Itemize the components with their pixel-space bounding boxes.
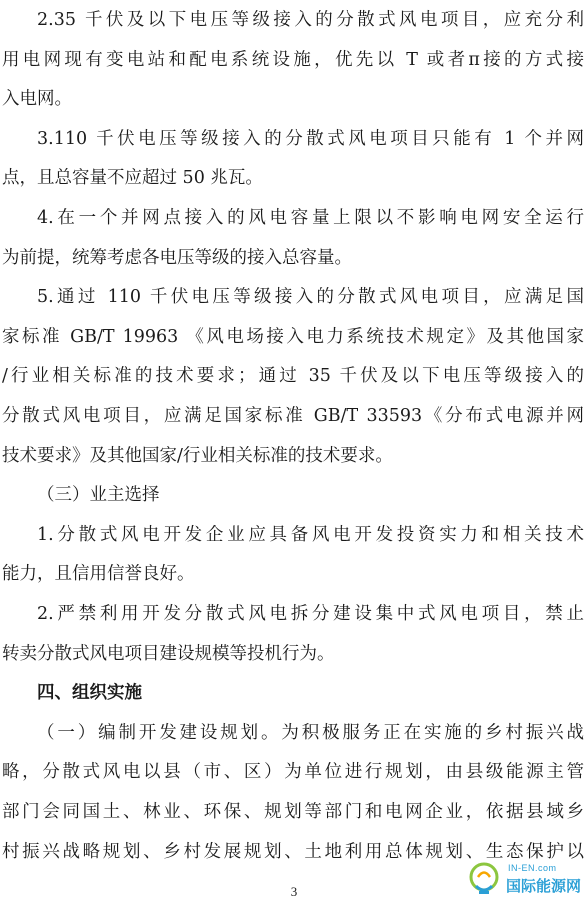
text-line: 3.110 千伏电压等级接入的分散式风电项目只能有 1 个并网 [37, 128, 584, 149]
section-heading: 四、组织实施 [37, 683, 142, 704]
text-line: 2.35 千伏及以下电压等级接入的分散式风电项目，应充分利 [37, 10, 584, 30]
text-line: 用电网现有变电站和配电系统设施，优先以 T 或者π接的方式接 [2, 49, 584, 70]
text-line: （三）业主选择 [37, 485, 160, 506]
text-line: 部门会同国土、林业、环保、规划等部门和电网企业，依据县域乡 [2, 802, 584, 822]
text-line: 1.分散式风电开发企业应具备风电开发投资实力和相关技术 [37, 524, 584, 545]
text-line: 4.在一个并网点接入的风电容量上限以不影响电网安全运行 [37, 208, 584, 228]
text-line: 技术要求》及其他国家/行业相关标准的技术要求。 [2, 445, 393, 466]
text-line: 能力，且信用信誉良好。 [2, 564, 195, 585]
text-line: 转卖分散式风电项目建设规模等投机行为。 [2, 643, 335, 664]
text-line: 家标准 GB/T 19963 《风电场接入电力系统技术规定》及其他国家 [2, 326, 584, 347]
watermark-url: IN-EN.com [508, 863, 557, 873]
watermark-logo [462, 857, 582, 903]
text-line: 为前提，统筹考虑各电压等级的接入总容量。 [2, 247, 352, 268]
text-line: 点，且总容量不应超过 50 兆瓦。 [2, 168, 263, 189]
watermark-name: 国际能源网 [506, 877, 582, 895]
text-line: 2.严禁利用开发分散式风电拆分建设集中式风电项目，禁止 [37, 604, 584, 624]
text-line: （一）编制开发建设规划。为积极服务正在实施的乡村振兴战 [37, 722, 584, 743]
page-number: 3 [290, 884, 298, 899]
lightbulb-icon [464, 860, 504, 900]
text-line: 5.通过 110 千伏电压等级接入的分散式风电项目，应满足国 [37, 287, 584, 308]
text-line: /行业相关标准的技术要求；通过 35 千伏及以下电压等级接入的 [2, 366, 584, 387]
text-line: 入电网。 [2, 89, 72, 110]
text-line: 略，分散式风电以县（市、区）为单位进行规划，由县级能源主管 [2, 762, 584, 783]
text-line: 村振兴战略规划、乡村发展规划、土地利用总体规划、生态保护以 [2, 841, 584, 862]
text-line: 分散式风电项目，应满足国家标准 GB/T 33593《分布式电源并网 [2, 406, 584, 426]
